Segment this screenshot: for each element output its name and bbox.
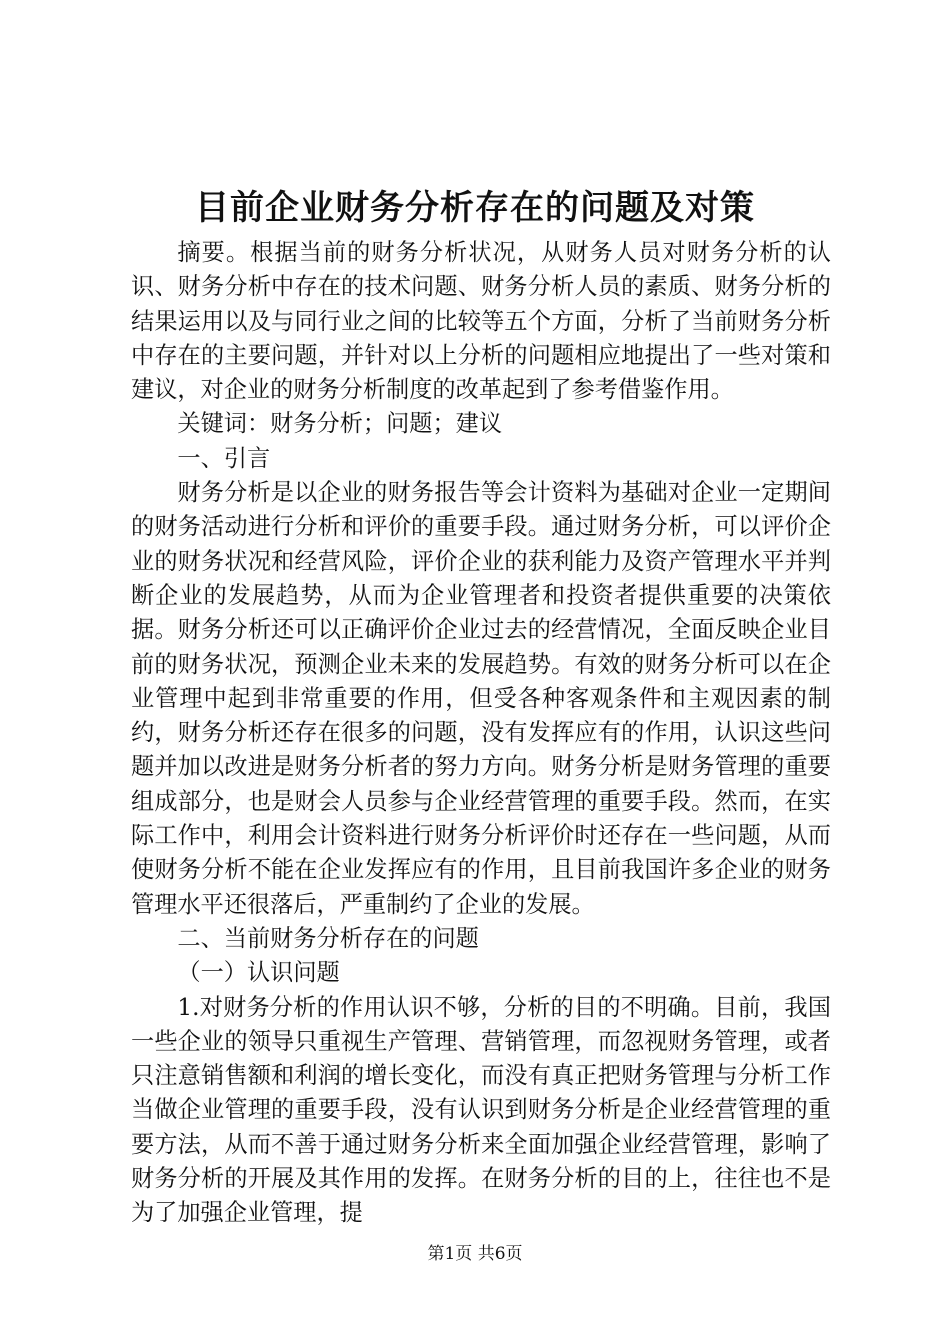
abstract-paragraph: 摘要。根据当前的财务分析状况，从财务人员对财务分析的认识、财务分析中存在的技术问题、财务分析人员的素质、财务分析的结果运用以及与同行业之间的比较等五个方面，分析了当前财务分析中存在的主要问题，并针对以上分析的问题相应地提出了一些对策和建议，对企业的财务分析制度的改革起到了参考借鉴作用。 xyxy=(131,239,831,404)
document-body xyxy=(131,236,831,1231)
subsection-heading-awareness: （一）认识问题 xyxy=(177,959,340,987)
section-heading-problems: 二、当前财务分析存在的问题 xyxy=(177,924,479,952)
page-number-footer: 第1页 共6页 xyxy=(427,1244,523,1264)
keywords-line: 关键词：财务分析；问题；建议 xyxy=(177,410,503,438)
section-heading-introduction: 一、引言 xyxy=(177,444,271,472)
document-title: 目前企业财务分析存在的问题及对策 xyxy=(195,188,755,228)
problem-paragraph-1: 1.对财务分析的作用认识不够，分析的目的不明确。目前，我国一些企业的领导只重视生产管理、营销管理，而忽视财务管理，或者只注意销售额和利润的增长变化，而没有真正把财务管理与分析工作当做企业管理的重要手段，没有认识到财务分析是企业经营管理的重要方法，从而不善于通过财务分析来全面加强企业经营管理，影响了财务分析的开展及其作用的发挥。在财务分析的目的上，往往也不是为了加强企业管理，提 xyxy=(131,993,831,1227)
introduction-paragraph: 财务分析是以企业的财务报告等会计资料为基础对企业一定期间的财务活动进行分析和评价的重要手段。通过财务分析，可以评价企业的财务状况和经营风险，评价企业的获利能力及资产管理水平并判断企业的发展趋势，从而为企业管理者和投资者提供重要的决策依据。财务分析还可以正确评价企业过去的经营情况，全面反映企业目前的财务状况，预测企业未来的发展趋势。有效的财务分析可以在企业管理中起到非常重要的作用，但受各种客观条件和主观因素的制约，财务分析还存在很多的问题，没有发挥应有的作用，认识这些问题并加以改进是财务分析者的努力方向。财务分析是财务管理的重要组成部分，也是财会人员参与企业经营管理的重要手段。然而，在实际工作中，利用会计资料进行财务分析评价时还存在一些问题，从而使财务分析不能在企业发挥应有的作用，且目前我国许多企业的财务管理水平还很落后，严重制约了企业的发展。 xyxy=(131,479,831,918)
